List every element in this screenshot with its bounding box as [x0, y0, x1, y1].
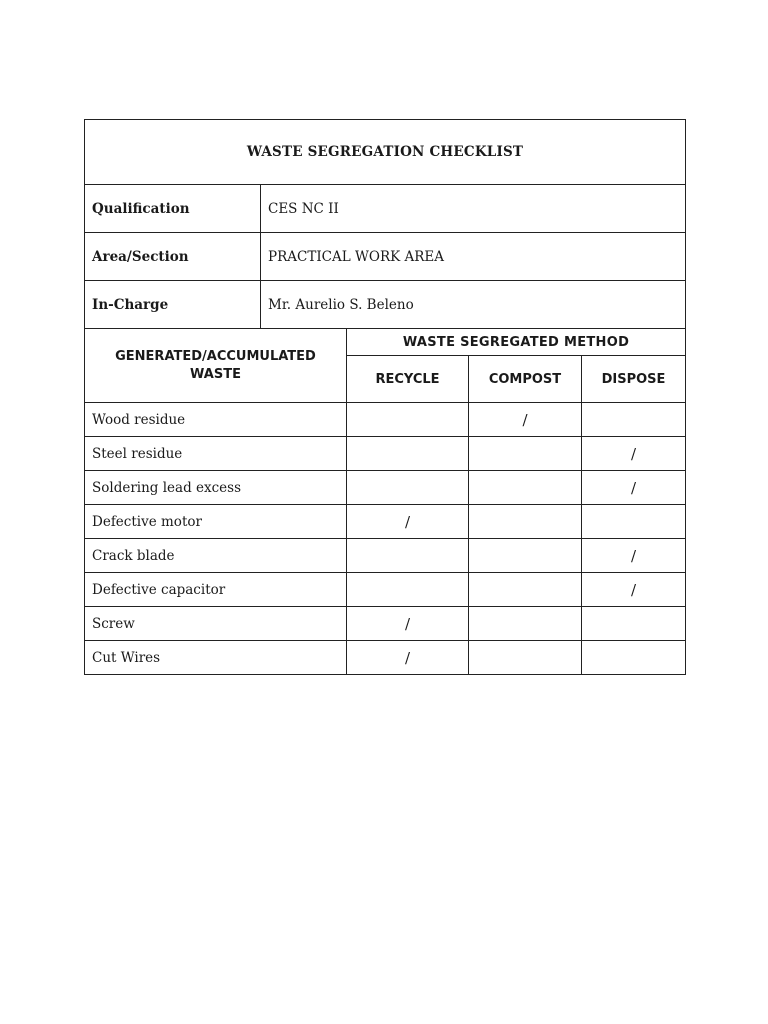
- info-value: CES NC II: [261, 185, 686, 233]
- waste-item: Steel residue: [85, 437, 347, 471]
- info-label: In-Charge: [85, 281, 261, 329]
- table-row: [85, 573, 686, 607]
- dispose-mark: [582, 403, 686, 437]
- table-row: [85, 539, 686, 573]
- recycle-mark: [347, 471, 469, 505]
- table-row: [85, 403, 686, 437]
- dispose-mark: /: [582, 471, 686, 505]
- header-generated-waste: GENERATED/ACCUMULATED WASTE: [85, 329, 347, 403]
- info-row-in-charge: [85, 281, 686, 329]
- info-label: Area/Section: [85, 233, 261, 281]
- recycle-mark: [347, 403, 469, 437]
- recycle-mark: [347, 573, 469, 607]
- header-segregated-method: WASTE SEGREGATED METHOD: [347, 329, 686, 356]
- table-row: [85, 641, 686, 675]
- recycle-mark: /: [347, 505, 469, 539]
- table-row: [85, 607, 686, 641]
- waste-item: Cut Wires: [85, 641, 347, 675]
- compost-mark: [469, 539, 582, 573]
- dispose-mark: /: [582, 539, 686, 573]
- compost-mark: [469, 437, 582, 471]
- dispose-mark: [582, 607, 686, 641]
- compost-mark: [469, 505, 582, 539]
- dispose-mark: /: [582, 573, 686, 607]
- waste-item: Defective motor: [85, 505, 347, 539]
- waste-item: Screw: [85, 607, 347, 641]
- waste-item: Soldering lead excess: [85, 471, 347, 505]
- table-row: [85, 437, 686, 471]
- info-row-area-section: [85, 233, 686, 281]
- compost-mark: [469, 471, 582, 505]
- recycle-mark: /: [347, 607, 469, 641]
- info-value: Mr. Aurelio S. Beleno: [261, 281, 686, 329]
- checklist-sheet: [84, 119, 685, 675]
- waste-item: Defective capacitor: [85, 573, 347, 607]
- dispose-mark: [582, 505, 686, 539]
- compost-mark: /: [469, 403, 582, 437]
- table-row: [85, 505, 686, 539]
- table-row: [85, 471, 686, 505]
- header-dispose: DISPOSE: [582, 356, 686, 403]
- recycle-mark: [347, 539, 469, 573]
- header-recycle: RECYCLE: [347, 356, 469, 403]
- waste-item: Wood residue: [85, 403, 347, 437]
- info-row-qualification: [85, 185, 686, 233]
- compost-mark: [469, 573, 582, 607]
- checklist-title: WASTE SEGREGATION CHECKLIST: [85, 120, 686, 185]
- compost-mark: [469, 607, 582, 641]
- compost-mark: [469, 641, 582, 675]
- recycle-mark: /: [347, 641, 469, 675]
- info-label: Qualification: [85, 185, 261, 233]
- info-value: PRACTICAL WORK AREA: [261, 233, 686, 281]
- waste-item: Crack blade: [85, 539, 347, 573]
- header-row-method: [85, 329, 686, 356]
- checklist-table: [84, 119, 686, 675]
- recycle-mark: [347, 437, 469, 471]
- dispose-mark: /: [582, 437, 686, 471]
- dispose-mark: [582, 641, 686, 675]
- header-compost: COMPOST: [469, 356, 582, 403]
